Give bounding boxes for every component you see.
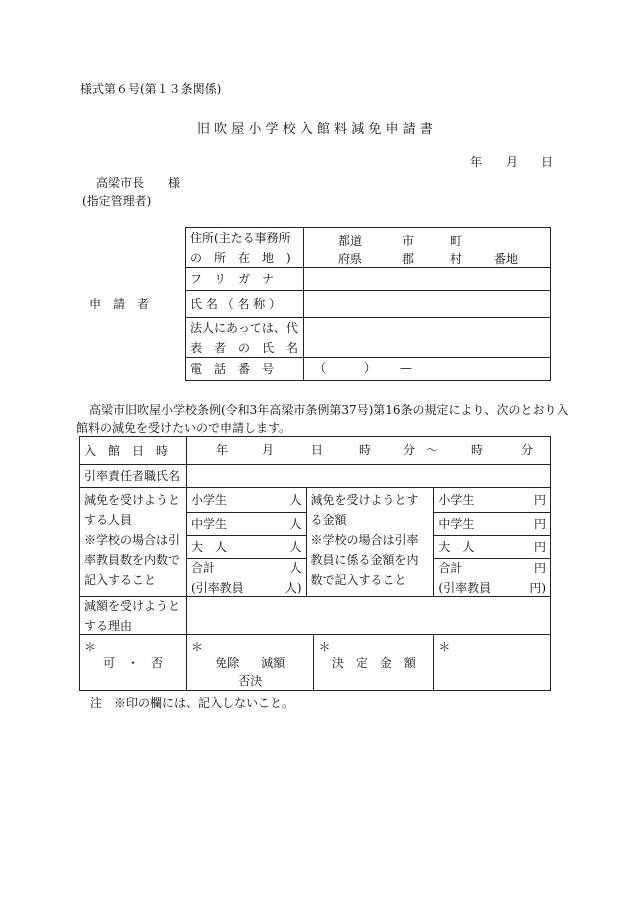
reason-field[interactable] bbox=[186, 597, 550, 635]
entry-hour-2: 時 bbox=[470, 442, 483, 457]
name-field[interactable] bbox=[303, 291, 550, 318]
phone-dash: — bbox=[399, 361, 412, 375]
people-label-line4: 率教員数を内数で bbox=[84, 553, 181, 567]
addr-fuken: 府県 bbox=[337, 251, 362, 266]
furigana-label: フ リ ガ ナ bbox=[186, 268, 304, 291]
entry-day: 日 bbox=[310, 442, 323, 457]
entry-datetime-label bbox=[80, 437, 187, 465]
amount-row-elementary[interactable] bbox=[434, 488, 550, 513]
applicant-table bbox=[185, 227, 551, 381]
people-count-cell bbox=[186, 488, 306, 597]
amount-total-unit: 円 bbox=[533, 560, 546, 575]
exemption-full-label: 免除 bbox=[215, 656, 240, 670]
page-title: 旧 吹 屋 小 学 校 入 館 料 減 免 申 請 書 bbox=[197, 122, 433, 137]
representative-label-line1: 法人にあっては、代 bbox=[190, 320, 298, 335]
addressee: 高梁市長 bbox=[96, 176, 145, 190]
address-label-line1: 住所(主たる事務所 bbox=[190, 230, 291, 245]
decided-amount-label: 決 定 金 額 bbox=[331, 656, 416, 670]
people-total-label: 合計 bbox=[190, 560, 215, 575]
amount-total-label: 合計 bbox=[438, 560, 463, 575]
people-label-line3: ※学校の場合は引 bbox=[84, 533, 181, 547]
people-junior-unit: 人 bbox=[289, 517, 302, 531]
exemption-asterisk: ＊ bbox=[190, 640, 203, 654]
form-number: 様式第６号(第１３条関係) bbox=[80, 82, 222, 96]
exemption-reduce-label: 減額 bbox=[261, 656, 286, 670]
people-elementary-unit: 人 bbox=[289, 493, 302, 507]
address-label-line2: の 所 在 地 ) bbox=[190, 250, 291, 265]
people-row-elementary[interactable] bbox=[187, 488, 306, 513]
address-label-cell bbox=[186, 228, 304, 268]
amount-row-adult[interactable] bbox=[434, 536, 550, 559]
amount-value-cell bbox=[434, 488, 551, 597]
people-adult-unit: 人 bbox=[289, 540, 302, 554]
phone-label: 電 話 番 号 bbox=[186, 358, 304, 381]
leader-field[interactable] bbox=[186, 465, 550, 488]
people-row-adult[interactable] bbox=[187, 536, 306, 559]
addr-todo: 都道 bbox=[337, 233, 362, 248]
amount-label-line2: る金額 bbox=[310, 513, 347, 527]
entry-hour: 時 bbox=[358, 442, 371, 457]
approval-cell bbox=[80, 635, 187, 691]
exemption-cell bbox=[186, 635, 314, 691]
reason-label-cell bbox=[80, 597, 187, 635]
entry-month: 月 bbox=[261, 442, 274, 457]
footer-note: 注 ※印の欄には、記入しないこと。 bbox=[90, 696, 295, 710]
amount-label-line1: 減免を受けようとす bbox=[310, 493, 419, 507]
people-junior-label: 中学生 bbox=[190, 517, 227, 531]
amount-teacher-label: (引率教員 bbox=[438, 580, 492, 595]
amount-label-line5: 数で記入すること bbox=[310, 573, 407, 587]
people-teacher-label: (引率教員 bbox=[190, 580, 244, 595]
representative-label-cell bbox=[186, 318, 304, 358]
people-adult-label: 大 人 bbox=[190, 540, 227, 554]
decided-amount-field bbox=[434, 635, 551, 691]
amount-label-line4: 教員に係る金額を内 bbox=[310, 553, 419, 567]
people-elementary-label: 小学生 bbox=[190, 493, 227, 507]
addr-gun: 郡 bbox=[401, 251, 414, 266]
representative-field[interactable] bbox=[303, 318, 550, 358]
furigana-field[interactable] bbox=[303, 268, 550, 291]
phone-paren-close: ） bbox=[363, 361, 376, 375]
applicant-section-label: 申 請 者 bbox=[89, 297, 150, 311]
entry-minute-2: 分 bbox=[520, 442, 533, 457]
exemption-reject-label: 否決 bbox=[238, 674, 263, 688]
date-month-label: 月 bbox=[506, 155, 519, 169]
people-teacher-unit: 人) bbox=[284, 580, 302, 595]
entry-tilde: ～ bbox=[425, 442, 438, 457]
amount-row-total[interactable] bbox=[434, 559, 550, 596]
amount-junior-unit: 円 bbox=[533, 517, 546, 531]
address-field[interactable] bbox=[303, 228, 550, 268]
intro-line-1: 高梁市旧吹屋小学校条例(令和3年高梁市条例第37号)第16条の規定により、次のとおり入 bbox=[89, 403, 569, 417]
people-row-total[interactable] bbox=[187, 559, 306, 596]
decided-amount-asterisk: ＊ bbox=[318, 640, 331, 654]
reason-label-line1: 減額を受けようと bbox=[84, 598, 181, 613]
phone-paren-open: （ bbox=[313, 361, 326, 375]
people-total-unit: 人 bbox=[289, 560, 302, 575]
entry-datetime-label-text: 入 館 日 時 bbox=[84, 443, 169, 458]
date-year-label: 年 bbox=[470, 155, 483, 169]
amount-teacher-unit: 円) bbox=[529, 580, 546, 595]
amount-elementary-unit: 円 bbox=[533, 493, 546, 507]
addr-mura: 村 bbox=[449, 251, 462, 266]
addr-shi: 市 bbox=[401, 233, 414, 248]
approval-asterisk: ＊ bbox=[84, 640, 97, 654]
name-label: 氏 名 （ 名 称 ） bbox=[186, 291, 304, 318]
amount-label-cell bbox=[306, 488, 434, 597]
entry-year: 年 bbox=[215, 442, 228, 457]
addr-machi: 町 bbox=[449, 233, 462, 248]
reduction-table bbox=[79, 436, 551, 691]
people-label-line1: 減免を受けようと bbox=[84, 493, 181, 507]
entry-minute: 分 bbox=[402, 442, 415, 457]
reason-label-line2: する理由 bbox=[84, 618, 133, 633]
amount-junior-label: 中学生 bbox=[438, 517, 475, 531]
leader-label: 引率責任者職氏名 bbox=[80, 465, 187, 488]
addr-banchi: 番地 bbox=[493, 251, 518, 266]
amount-elementary-label: 小学生 bbox=[438, 493, 475, 507]
entry-datetime-field[interactable] bbox=[186, 437, 550, 465]
phone-field[interactable] bbox=[303, 358, 550, 381]
date-day-label: 日 bbox=[541, 155, 554, 169]
decided-amount-cell bbox=[314, 635, 434, 691]
addressee-note: (指定管理者) bbox=[82, 194, 152, 208]
people-row-junior[interactable] bbox=[187, 513, 306, 536]
intro-line-2: 館料の減免を受けたいので申請します。 bbox=[76, 421, 292, 435]
approval-label: 可 ・ 否 bbox=[102, 656, 163, 670]
amount-adult-unit: 円 bbox=[533, 540, 546, 554]
decided-amount-field-asterisk: ＊ bbox=[438, 640, 451, 654]
people-label-line5: 記入すること bbox=[84, 573, 157, 587]
amount-row-junior[interactable] bbox=[434, 513, 550, 536]
amount-adult-label: 大 人 bbox=[438, 540, 475, 554]
people-label-line2: する人員 bbox=[84, 513, 133, 527]
representative-label-line2: 表 者 の 氏 名 bbox=[190, 340, 299, 355]
people-label-cell bbox=[80, 488, 187, 597]
amount-label-line3: ※学校の場合は引率 bbox=[310, 533, 419, 547]
addressee-suffix: 様 bbox=[168, 176, 181, 190]
